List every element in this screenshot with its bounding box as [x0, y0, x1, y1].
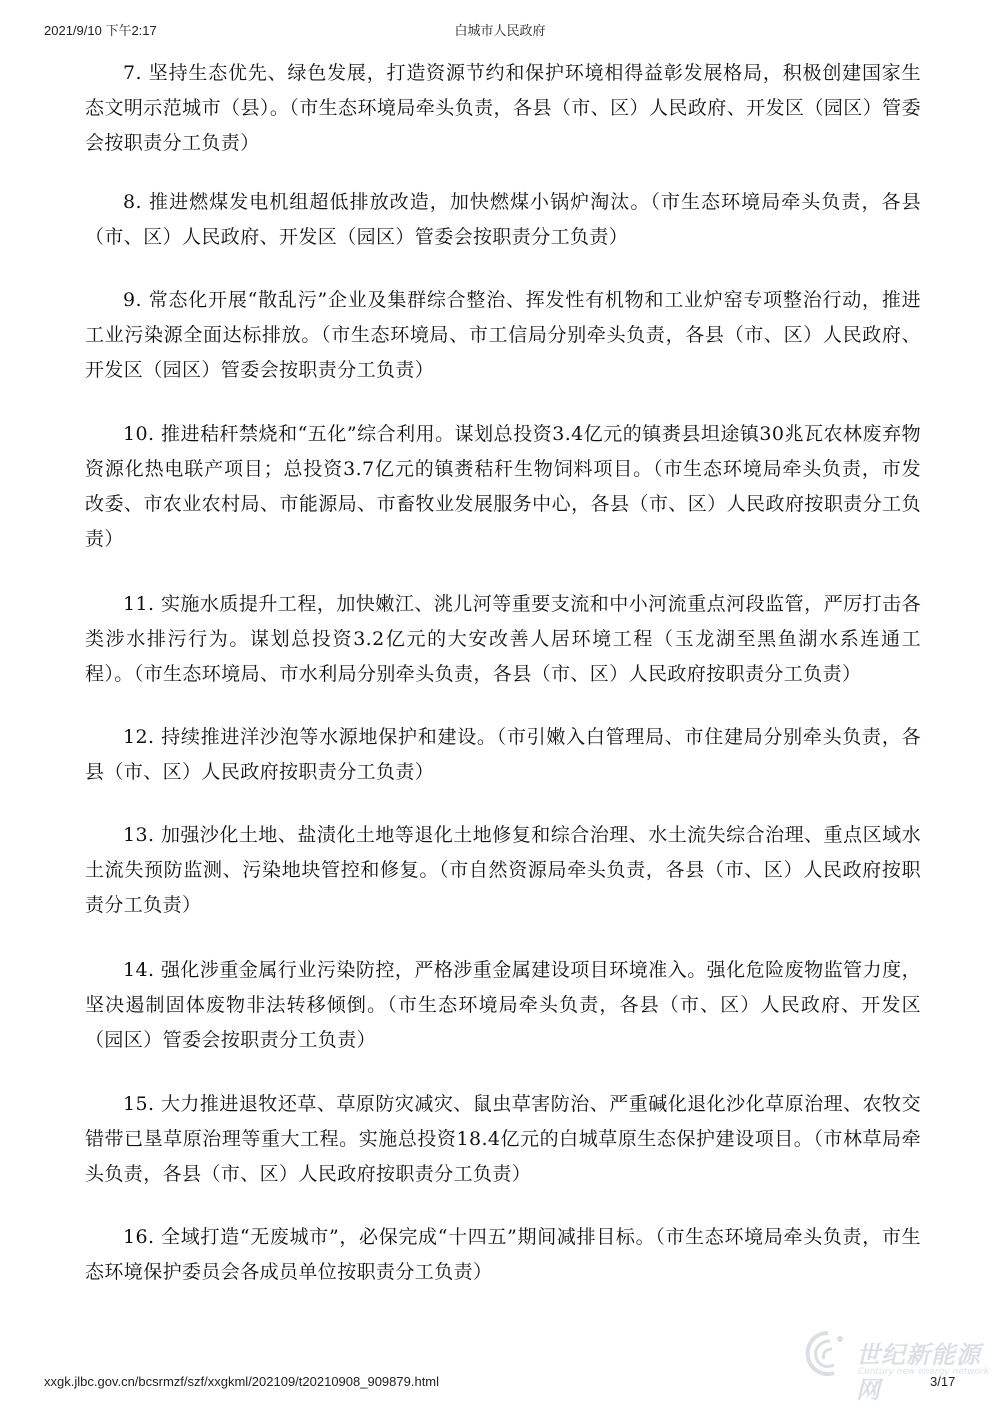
watermark-cn-text: 世纪新能源网 [856, 1341, 981, 1404]
list-item-14: 14. 强化涉重金属行业污染防控，严格涉重金属建设项目环境准入。强化危险废物监管力度，坚决遏制固体废物非法转移倾倒。（市生态环境局牵头负责，各县（市、区）人民政府、开发区（园区）管委会按职责分工负责） [85, 959, 921, 1051]
sun-swirl-logo-icon [800, 1325, 856, 1385]
page-number: 3/17 [930, 1374, 956, 1389]
site-title: 白城市人民政府 [454, 23, 546, 38]
list-item-15: 15. 大力推进退牧还草、草原防灾减灾、鼠虫草害防治、严重碱化退化沙化草原治理、农牧交错带已垦草原治理等重大工程。实施总投资18.4亿元的白城草原生态保护建设项目。（市林草局牵头负责，各县（市、区）人民政府按职责分工负责） [85, 1093, 921, 1185]
list-item-12: 12. 持续推进洋沙泡等水源地保护和建设。（市引嫩入白管理局、市住建局分别牵头负责，各县（市、区）人民政府按职责分工负责） [85, 726, 921, 783]
watermark [800, 1325, 990, 1404]
list-item-10: 10. 推进秸秆禁烧和“五化”综合利用。谋划总投资3.4亿元的镇赉县坦途镇30兆瓦农林废弃物资源化热电联产项目；总投资3.7亿元的镇赉秸秆生物饲料项目。（市生态环境局牵头负责，市发改委、市农业农村局、市能源局、市畜牧业发展服务中心，各县（市、区）人民政府按职责分工负责） [85, 423, 921, 550]
watermark-en-text: Century new energy network [858, 1367, 990, 1377]
list-item-11: 11. 实施水质提升工程，加快嫩江、洮儿河等重要支流和中小河流重点河段监管，严厉打击各类涉水排污行为。谋划总投资3.2亿元的大安改善人居环境工程（玉龙湖至黑鱼湖水系连通工程）。（市生态环境局、市水利局分别牵头负责，各县（市、区）人民政府按职责分工负责） [85, 593, 921, 685]
page-url: xxgk.jlbc.gov.cn/bcsrmzf/szf/xxgkml/202109/t20210908_909879.html [44, 1374, 440, 1389]
list-item-13: 13. 加强沙化土地、盐渍化土地等退化土地修复和综合治理、水土流失综合治理、重点区域水土流失预防监测、污染地块管控和修复。（市自然资源局牵头负责，各县（市、区）人民政府按职责分工负责） [85, 824, 921, 916]
list-item-9: 9. 常态化开展“散乱污”企业及集群综合整治、挥发性有机物和工业炉窑专项整治行动，推进工业污染源全面达标排放。（市生态环境局、市工信局分别牵头负责，各县（市、区）人民政府、开发区（园区）管委会按职责分工负责） [85, 289, 921, 381]
list-item-16: 16. 全域打造“无废城市”，必保完成“十四五”期间减排目标。（市生态环境局牵头负责，市生态环境保护委员会各成员单位按职责分工负责） [85, 1226, 921, 1283]
list-item-7: 7. 坚持生态优先、绿色发展，打造资源节约和保护环境相得益彰发展格局，积极创建国家生态文明示范城市（县）。（市生态环境局牵头负责，各县（市、区）人民政府、开发区（园区）管委会按职责分工负责） [85, 62, 921, 154]
print-datetime: 2021/9/10 下午2:17 [44, 23, 157, 38]
list-item-8: 8. 推进燃煤发电机组超低排放改造，加快燃煤小锅炉淘汰。（市生态环境局牵头负责，各县（市、区）人民政府、开发区（园区）管委会按职责分工负责） [85, 191, 921, 248]
